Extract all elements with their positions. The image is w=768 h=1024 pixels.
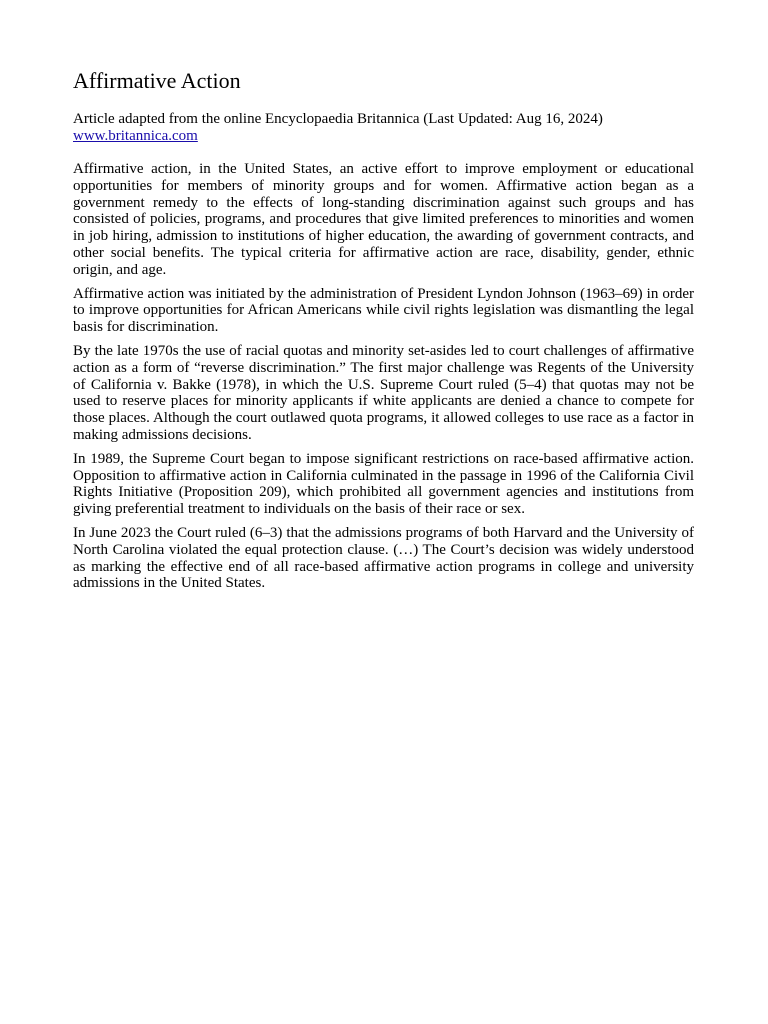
paragraph-definition: Affirmative action, in the United States, an active effort to improve employment or educational opportunities for members of minority groups and for women. Affirmative action began as a government remedy to the effects of long-standing discrimination against such groups and has consisted of policies, programs, and procedures that give limited preferences to minorities and women in job hiring, admission to institutions of higher education, the awarding of government contracts, and other social benefits. The typical criteria for affirmative action are race, disability, gender, ethnic origin, and age.	[73, 161, 694, 278]
source-text: Article adapted from the online Encyclopaedia Britannica (Last Updated: Aug 16, 2024)	[73, 111, 603, 127]
source-link[interactable]: www.britannica.com	[73, 128, 198, 144]
paragraph-2023-ruling: In June 2023 the Court ruled (6–3) that the admissions programs of both Harvard and the University of North Carolina violated the equal protection clause. (…) The Court’s decision was widely understood as marking the effective end of all race-based affirmative action programs in college and university admissions in the United States.	[73, 524, 694, 592]
page-title: Affirmative Action	[73, 68, 241, 93]
source-attribution	[73, 111, 694, 145]
paragraph-origins: Affirmative action was initiated by the administration of President Lyndon Johnson (1963–69) in order to improve opportunities for African Americans while civil rights legislation was dismantling the legal basis for discrimination.	[73, 285, 694, 336]
paragraph-court-challenges: By the late 1970s the use of racial quotas and minority set-asides led to court challenges of affirmative action as a form of “reverse discrimination.” The first major challenge was Regents of the University of California v. Bakke (1978), in which the U.S. Supreme Court ruled (5–4) that quotas may not be used to reserve places for minority applicants if white applicants are denied a chance to compete for those places. Although the court outlawed quota programs, it allowed colleges to use race as a factor in making admissions decisions.	[73, 342, 694, 443]
paragraph-restrictions: In 1989, the Supreme Court began to impose significant restrictions on race-based affirmative action. Opposition to affirmative action in California culminated in the passage in 1996 of the California Civil Rights Initiative (Proposition 209), which prohibited all government agencies and institutions from giving preferential treatment to individuals on the basis of their race or sex.	[73, 450, 694, 518]
